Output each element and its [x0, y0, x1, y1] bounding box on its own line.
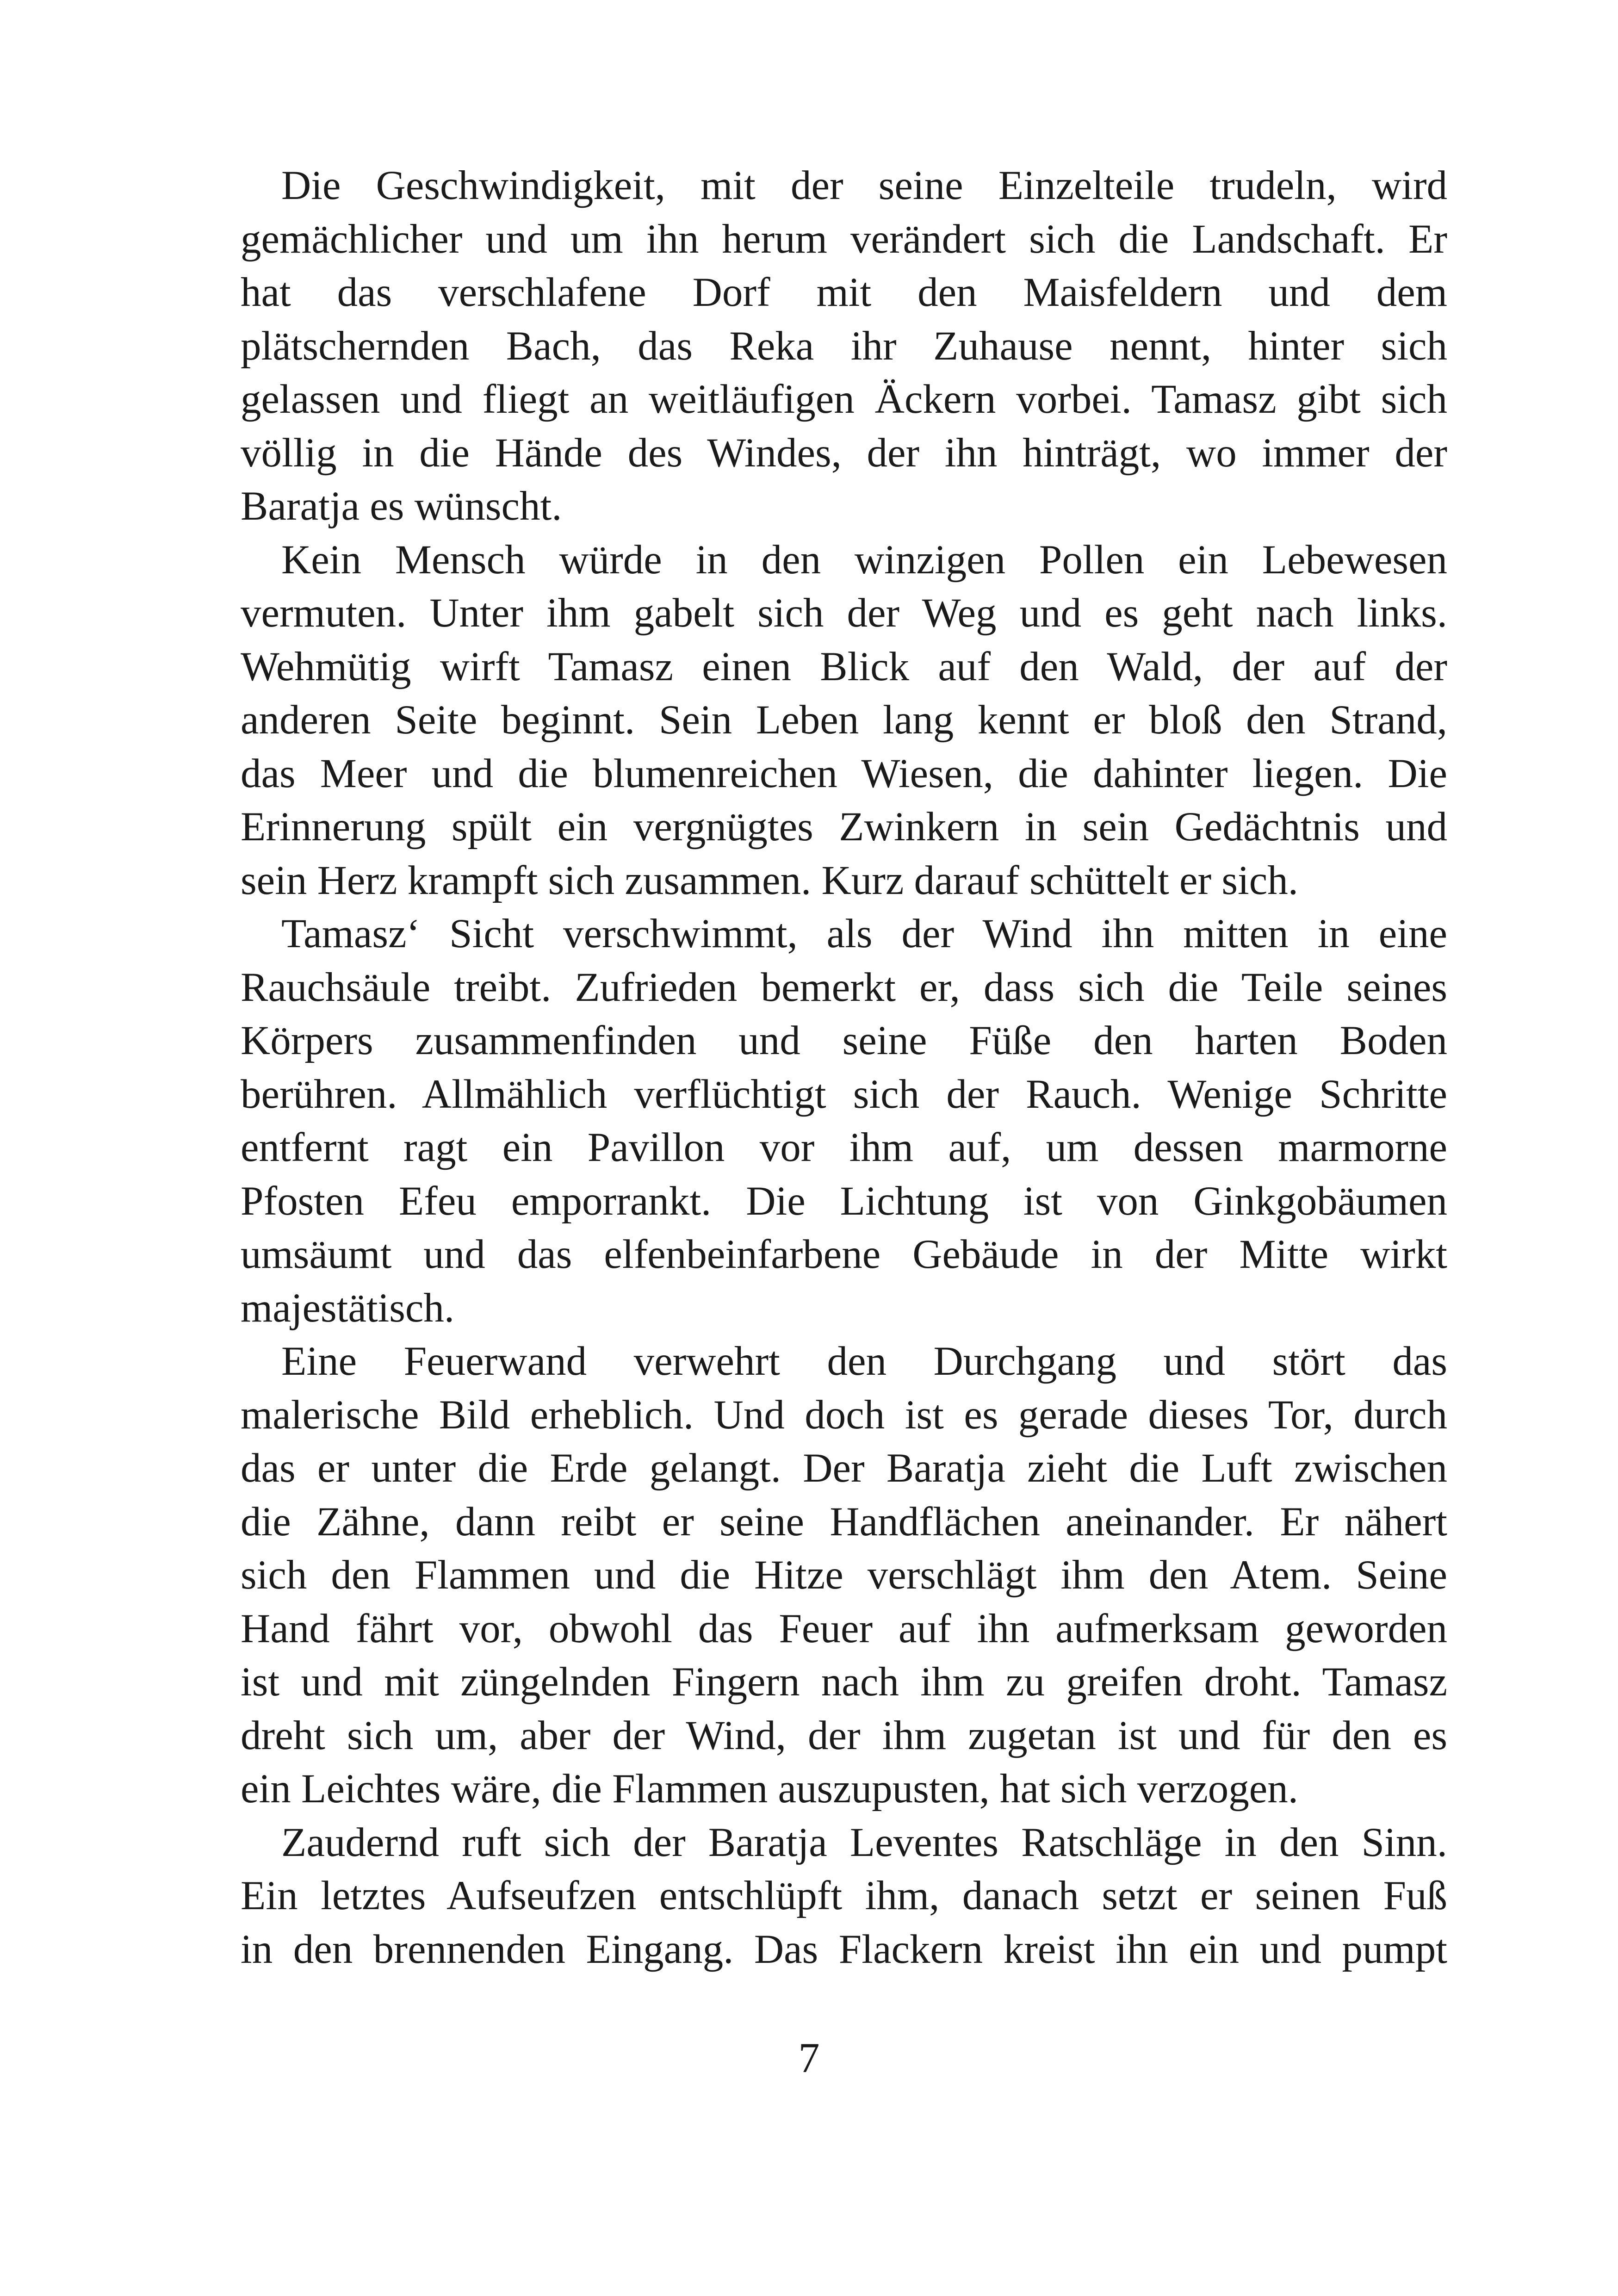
- body-text: [241, 159, 1447, 1976]
- text-line: sein Herz krampft sich zusammen. Kurz darauf schüttelt er sich.: [241, 857, 1298, 903]
- text-line: Erinnerung spült ein vergnügtes Zwinkern in sein Gedächtnis und: [241, 804, 1447, 850]
- text-line: ist und mit züngelnden Fingern nach ihm zu greifen droht. Tamasz: [241, 1659, 1447, 1705]
- text-line: Ein letztes Aufseufzen entschlüpft ihm, danach setzt er seinen Fuß: [241, 1873, 1447, 1918]
- page-number: 7: [798, 2034, 820, 2081]
- text-line: Pfosten Efeu emporrankt. Die Lichtung ist von Ginkgobäumen: [241, 1178, 1447, 1224]
- text-line: berühren. Allmählich verflüchtigt sich der Rauch. Wenige Schritte: [241, 1071, 1447, 1117]
- text-line: umsäumt und das elfenbeinfarbene Gebäude in der Mitte wirkt: [241, 1232, 1447, 1277]
- text-line: hat das verschlafene Dorf mit den Maisfeldern und dem: [241, 270, 1447, 315]
- text-line: Wehmütig wirft Tamasz einen Blick auf den Wald, der auf der: [241, 644, 1447, 689]
- paragraph: [241, 159, 1447, 534]
- text-line: majestätisch.: [241, 1285, 455, 1331]
- text-line: Hand fährt vor, obwohl das Feuer auf ihn aufmerksam geworden: [241, 1606, 1447, 1651]
- text-line: vermuten. Unter ihm gabelt sich der Weg und es geht nach links.: [241, 590, 1447, 636]
- text-line: Die Geschwindigkeit, mit der seine Einzelteile trudeln, wird: [281, 163, 1447, 208]
- paragraph: [241, 534, 1447, 908]
- text-line: Körpers zusammenfinden und seine Füße den harten Boden: [241, 1018, 1447, 1063]
- text-line: in den brennenden Eingang. Das Flackern kreist ihn ein und pumpt: [241, 1926, 1447, 1972]
- text-line: das er unter die Erde gelangt. Der Baratja zieht die Luft zwischen: [241, 1446, 1447, 1491]
- text-line: Rauchsäule treibt. Zufrieden bemerkt er, dass sich die Teile seines: [241, 964, 1447, 1010]
- text-line: Tamasz‘ Sicht verschwimmt, als der Wind ihn mitten in eine: [281, 911, 1447, 956]
- text-line: die Zähne, dann reibt er seine Handflächen aneinander. Er nähert: [241, 1499, 1447, 1545]
- text-line: ein Leichtes wäre, die Flammen auszupusten, hat sich verzogen.: [241, 1766, 1299, 1812]
- paragraph: [241, 907, 1447, 1335]
- text-line: sich den Flammen und die Hitze verschlägt ihm den Atem. Seine: [241, 1552, 1447, 1598]
- text-line: malerische Bild erheblich. Und doch ist es gerade dieses Tor, durch: [241, 1392, 1447, 1438]
- paragraph: [241, 1335, 1447, 1816]
- text-line: entfernt ragt ein Pavillon vor ihm auf, um dessen marmorne: [241, 1125, 1447, 1170]
- text-line: Kein Mensch würde in den winzigen Pollen ein Lebewesen: [281, 537, 1447, 583]
- text-line: plätschernden Bach, das Reka ihr Zuhause nennt, hinter sich: [241, 323, 1447, 369]
- text-line: Zaudernd ruft sich der Baratja Leventes Ratschläge in den Sinn.: [281, 1819, 1447, 1865]
- paragraph: [241, 1816, 1447, 1977]
- text-line: anderen Seite beginnt. Sein Leben lang kennt er bloß den Strand,: [241, 697, 1447, 743]
- text-line: gelassen und fliegt an weitläufigen Äckern vorbei. Tamasz gibt sich: [241, 377, 1447, 422]
- text-line: das Meer und die blumenreichen Wiesen, die dahinter liegen. Die: [241, 751, 1447, 796]
- text-line: gemächlicher und um ihn herum verändert sich die Landschaft. Er: [241, 216, 1447, 262]
- text-line: völlig in die Hände des Windes, der ihn hinträgt, wo immer der: [241, 430, 1447, 476]
- text-line: dreht sich um, aber der Wind, der ihm zugetan ist und für den es: [241, 1713, 1447, 1758]
- text-line: Baratja es wünscht.: [241, 484, 562, 529]
- text-line: Eine Feuerwand verwehrt den Durchgang und stört das: [281, 1339, 1447, 1384]
